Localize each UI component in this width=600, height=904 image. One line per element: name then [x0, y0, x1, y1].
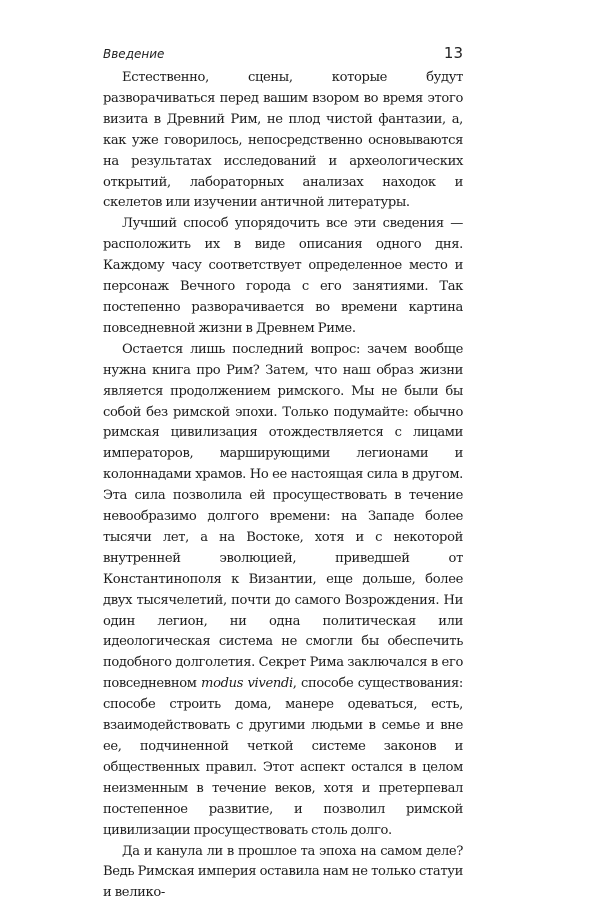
italic-term: modus vivendi	[201, 676, 293, 692]
section-title: Введение	[103, 47, 165, 61]
paragraph-3-text-end: , способе существования: способе строить дома, манере одеваться, есть, взаимодействовать с другими людьми в семье и вне ее, подчиненной четкой системе законов и общественных правил. Этот аспект остался в целом неизменным в течение веков, хотя и претерпевал постепенное развитие, и позволил римской цивилизации просуществовать столь долго.	[103, 676, 463, 838]
paragraph-4: Да и канула ли в прошлое та эпоха на самом деле? Ведь Римская империя оставила нам не только статуи и велико-	[103, 843, 463, 901]
body-text	[103, 68, 463, 904]
paragraph-3-text-start: Остается лишь последний вопрос: зачем вообще нужна книга про Рим? Затем, что наш образ жизни является продолжением римского. Мы не были бы собой без римской эпохи. Только подумайте: обычно римская цивилизация отождествляется с лицами императоров, марширующими легионами и колоннадами храмов. Но ее настоящая сила в другом. Эта сила позволила ей просуществовать в течение невообразимо долгого времени: на Западе более тысячи лет, а на Востоке, хотя и с некоторой внутренней эволюцией, приведшей от Константинополя к Византии, еще дольше, более двух тысячелетий, почти до самого Возрождения. Ни один легион, ни одна политическая или идеологическая система не смогли бы обеспечить подобного долголетия. Секрет Рима заключался в его повседневном	[103, 341, 463, 692]
paragraph-1: Естественно, сцены, которые будут разворачиваться перед вашим взором во время этого визита в Древний Рим, не плод чистой фантазии, а, как уже говорилось, непосредственно основываются на результатах исследований и археологических открытий, лабораторных анализах находок и скелетов или изучении античной литературы.	[103, 70, 463, 211]
paragraph-2: Лучший способ упорядочить все эти сведения — расположить их в виде описания одного дня. Каждому часу соответствует определенное место и персонаж Вечного города с его занятиями. Так постепенно разворачивается во времени картина повседневной жизни в Древнем Риме.	[103, 216, 463, 336]
page-number: 13	[443, 44, 463, 62]
running-header	[103, 44, 463, 62]
paragraph-3	[103, 340, 463, 842]
